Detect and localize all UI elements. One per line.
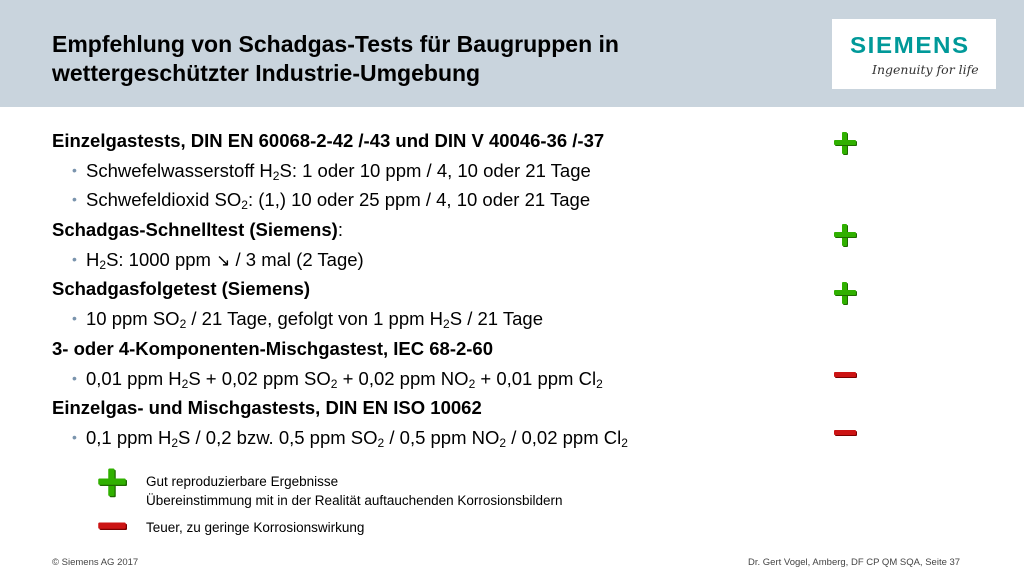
footer-copyright: © Siemens AG 2017 — [52, 557, 139, 568]
legend-plus-icon — [97, 466, 130, 499]
slide-header — [0, 0, 1024, 107]
arrow-down-right-icon: ↘ — [216, 250, 231, 270]
slide-title — [52, 30, 792, 88]
footer-page-info: Dr. Gert Vogel, Amberg, DF CP QM SQA, Seite 37 — [748, 557, 961, 568]
legend-minus-icon — [97, 510, 130, 543]
logo-wordmark: SIEMENS — [850, 32, 970, 58]
bullet-h2s: • Schwefelwasserstoff $H_2S$: 1 oder 10 ppm / 4, 10 oder 21 Tage — [52, 156, 792, 186]
legend-minus-text: Teuer, zu geringe Korrosionswirkung — [146, 520, 365, 535]
rating-plus-icon — [833, 222, 859, 248]
rating-minus-icon — [833, 362, 859, 388]
siemens-logo — [832, 19, 996, 89]
rating-minus-icon — [833, 420, 859, 446]
bullet-dot-icon: • — [72, 310, 77, 327]
logo-tagline: Ingenuity for life — [872, 62, 979, 77]
bullet-mischgastest: • 0,01 ppm $H_2S + 0,02$ ppm $SO_2 + 0,02$ ppm $NO_2 + 0,01$ ppm $Cl_2$ — [52, 364, 792, 394]
section-heading-mischgastest: 3- oder 4-Komponenten-Mischgastest, IEC 68-2-60 — [52, 337, 494, 359]
slide-content — [52, 126, 792, 453]
title-line-2: wettergeschützter Industrie-Umgebung — [52, 60, 481, 86]
bullet-schnelltest: • $H_2S$: 1000 ppm ↘ / 3 mal (2 Tage) — [52, 245, 792, 275]
bullet-dot-icon: • — [72, 369, 77, 386]
bullet-folgetest: • 10 ppm $SO_2 / 21$ Tage, gefolgt von 1 ppm $H_2S / 21$ Tage — [52, 304, 792, 334]
rating-plus-icon — [833, 130, 859, 156]
bullet-dot-icon: • — [72, 161, 77, 178]
rating-plus-icon — [833, 280, 859, 306]
section-heading-folgetest: Schadgasfolgetest (Siemens) — [52, 278, 311, 300]
bullet-dot-icon: • — [72, 250, 77, 267]
bullet-iso10062: • 0,1 ppm $H_2S / 0,2$ bzw. 0,5 ppm $SO_2 / 0,5$ ppm $NO_2 / 0,02$ ppm $Cl_2$ — [52, 423, 792, 453]
bullet-so2: • Schwefeldioxid $SO_2$: (1,) 10 oder 25 ppm / 4, 10 oder 21 Tage — [52, 185, 792, 215]
bullet-dot-icon: • — [72, 428, 77, 445]
title-line-1: Empfehlung von Schadgas-Tests für Baugruppen in — [52, 31, 619, 57]
legend-plus-text: Gut reproduzierbare Ergebnisse Übereinstimmung mit in der Realität auftauchenden Korrosionsbildern — [146, 474, 563, 508]
bullet-dot-icon: • — [72, 191, 77, 208]
section-heading-schnelltest: Schadgas-Schnelltest (Siemens): — [52, 219, 343, 241]
section-heading-iso10062: Einzelgas- und Mischgastests, DIN EN ISO 10062 — [52, 397, 482, 419]
section-heading-einzelgastests: Einzelgastests, DIN EN 60068-2-42 /-43 und DIN V 40046-36 /-37 — [52, 130, 605, 151]
